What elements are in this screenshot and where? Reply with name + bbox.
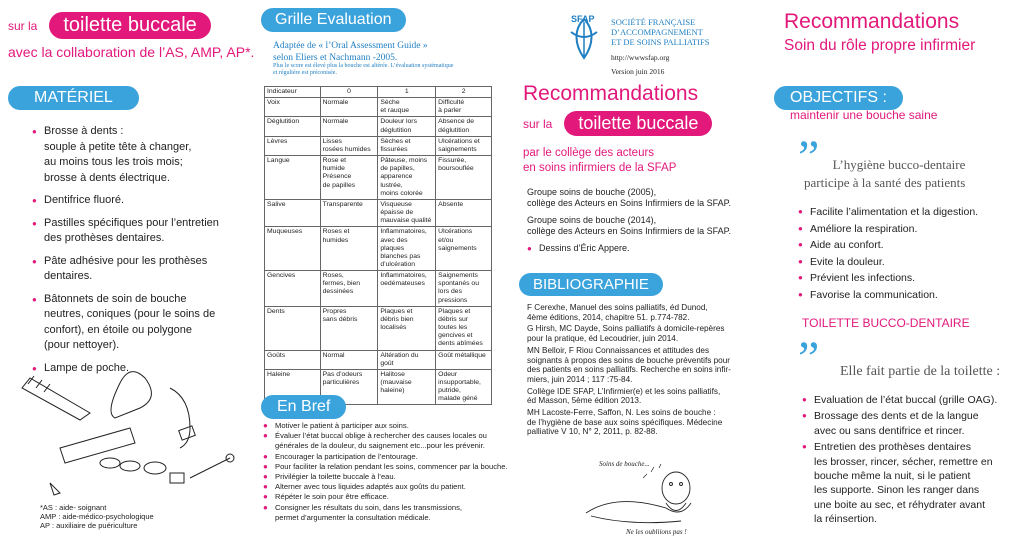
table-cell: Goûts xyxy=(265,350,321,369)
toilette-list xyxy=(802,393,1022,527)
cartoon-body xyxy=(586,502,691,513)
panel-grille xyxy=(255,0,511,543)
title-pill: toilette buccale xyxy=(49,12,210,39)
table-cell: Altération du goût xyxy=(378,350,436,369)
table-cell: Normale xyxy=(320,98,378,117)
table-cell: Plaques et débris sur toutes les gencives et dents abîmées xyxy=(436,306,492,350)
sur-la-label: sur la xyxy=(8,18,38,33)
table-cell: Saignements spontanés ou lors des pressions xyxy=(436,271,492,307)
quote-mark-2: ” xyxy=(798,332,820,385)
table-cell: Transparente xyxy=(320,199,378,226)
quote-mark-1: ” xyxy=(798,131,820,184)
table-cell: Odeur insupportable, putride, malade géné xyxy=(436,369,492,405)
groups xyxy=(527,187,731,254)
pastille-3 xyxy=(144,462,166,474)
table-cell: Absence de déglutition xyxy=(436,117,492,136)
table-cell: Langue xyxy=(265,156,321,200)
cartoon-face xyxy=(662,472,690,504)
list-item: ● Bâtonnets de soin de bouche neutres, coniques (pour le soins de confort), en étoile ou polygone (pour nettoyer). xyxy=(32,292,254,354)
table-row xyxy=(265,117,492,136)
list-item: ● Facilite l’alimentation et la digestion. xyxy=(798,204,978,221)
panel-cover xyxy=(511,0,768,543)
biblio-item: MH Lacoste-Ferre, Saffon, N. Les soins de bouche : de l’hygiène de base aux soins spécifiques. Médecine palliative V 10, N° 2, 2011, p. 82-88. xyxy=(527,408,723,437)
biblio-heading: BIBLIOGRAPHIE xyxy=(519,273,663,296)
toilette-heading: TOILETTE BUCCO-DENTAIRE xyxy=(802,316,970,330)
collab-text: avec la collaboration de l’AS, AMP, AP*. xyxy=(8,44,255,60)
group-item: Groupe soins de bouche (2014), collège des Acteurs en Soins Infirmiers de la SFAP. xyxy=(527,215,731,236)
footnote: *AS : aide- soignant AMP : aide-médico-psychologique AP : auxiliaire de puériculture xyxy=(40,503,154,530)
biblio-item: MN Belloir, F Riou Connaissances et attitudes des soignants à propos des soins de bouche préventifs pour des patients en soins palliatifs. Recherche en soins infir- miers, juin 2014 ; 117 :75-84. xyxy=(527,345,731,384)
table-header-cell: 0 xyxy=(320,87,378,98)
table-cell: Difficulté à parler xyxy=(436,98,492,117)
swab-sketch xyxy=(190,458,230,478)
org-name: SOCIÉTÉ FRANÇAISE D’ACCOMPAGNEMENT ET DE SOINS PALLIATIFS xyxy=(611,17,710,47)
table-cell: Gencives xyxy=(265,271,321,307)
list-item: ● Evite la douleur. xyxy=(798,254,978,271)
adapted-text: Adaptée de « l’Oral Assessment Guide » selon Eliers et Nachmann -2005. xyxy=(273,41,428,63)
biblio-item: Collège IDE SFAP, L’Infirmier(e) et les soins palliatifs, éd Masson, 5ème édition 2013. xyxy=(527,386,721,406)
recommandations-title: Recommandations xyxy=(523,82,699,105)
table-header-cell: Indicateur xyxy=(265,87,321,98)
table-cell: Haleine xyxy=(265,369,321,405)
table-row xyxy=(265,350,492,369)
cartoon-caption-top: Soins de bouche... xyxy=(599,460,650,468)
table-cell: Douleur lors déglutition xyxy=(378,117,436,136)
table-row xyxy=(265,98,492,117)
drawings-credit: ● Dessins d’Éric Appere. xyxy=(527,243,731,254)
objectifs-heading: OBJECTIFS : xyxy=(774,86,903,110)
objectifs-list xyxy=(798,204,978,303)
table-cell: Sèches et fissurées xyxy=(378,136,436,155)
table-cell: Lisses rosées humides xyxy=(320,136,378,155)
table-cell: Normale xyxy=(320,117,378,136)
group-item: Groupe soins de bouche (2005), collège des Acteurs en Soins Infirmiers de la SFAP. xyxy=(527,187,731,208)
tube-sketch xyxy=(60,428,135,463)
list-item: ● Améliore la respiration. xyxy=(798,221,978,238)
panel-materiel xyxy=(0,0,255,543)
list-item: ● Aide au confort. xyxy=(798,237,978,254)
list-item: ● Brossage des dents et de la langue avec ou sans dentifrice et rincer. xyxy=(802,409,1022,438)
list-item: ● Dentifrice fluoré. xyxy=(32,193,254,209)
table-cell: Plaques et débris bien localisés xyxy=(378,306,436,350)
table-header-cell: 2 xyxy=(436,87,492,98)
recommandations-title: Recommandations xyxy=(784,10,960,33)
materiel-heading: MATÉRIEL xyxy=(8,86,139,110)
college-text: par le collège des acteurs en soins infirmiers de la SFAP xyxy=(523,147,677,174)
enbref-list xyxy=(263,421,509,523)
table-cell: Voix xyxy=(265,98,321,117)
table-cell: Roses et humides xyxy=(320,227,378,271)
table-cell: Inflammatoires, oedémateuses xyxy=(378,271,436,307)
org-url: http://wwwsfap.org xyxy=(611,53,670,62)
cartoon-caption-bottom: Ne les oubliions pas ! xyxy=(626,528,687,536)
table-cell: Propres sans débris xyxy=(320,306,378,350)
lamp-sketch xyxy=(50,483,60,495)
cartoon xyxy=(571,458,721,540)
list-item: ● Evaluation de l’état buccal (grille OAG). xyxy=(802,393,1022,407)
list-item: ● Motiver le patient à participer aux soins. xyxy=(263,421,509,431)
list-item: ● Répéter le soin pour être efficace. xyxy=(263,492,509,502)
table-cell: Ulcérations et/ou saignements xyxy=(436,227,492,271)
quote-2: Elle fait partie de la toilette : xyxy=(840,364,1001,379)
list-item: ● Consigner les résultats du soin, dans les transmissions, permet d’argumenter la consultation médicale. xyxy=(263,503,509,523)
materiel-list xyxy=(32,124,254,376)
list-item: ● Entretien des prothèses dentaires les brosser, rincer, sécher, remettre en bouche même la nuit, si le patient les supporte. Sinon les ranger dans une boite au sec, et réhydrater avant la réinsertion. xyxy=(802,440,1022,526)
table-cell: Visqueuse épaisse de mauvaise qualité xyxy=(378,199,436,226)
table-cell: Normal xyxy=(320,350,378,369)
table-header-row xyxy=(265,87,492,98)
role-subtitle: Soin du rôle propre infirmier xyxy=(784,37,976,54)
table-cell: Roses, fermes, bien dessinées xyxy=(320,271,378,307)
list-item: ● Encourager la participation de l’entourage. xyxy=(263,452,509,462)
table-row xyxy=(265,136,492,155)
table-row xyxy=(265,199,492,226)
panel-objectifs xyxy=(768,0,1024,543)
biblio-item: F Cerexhe, Manuel des soins palliatifs, éd Dunod, 4ème éditions, 2014, chapitre 51. p.774-782. xyxy=(527,303,708,322)
table-cell: Rose et humide Présence de papilles xyxy=(320,156,378,200)
table-header-cell: 1 xyxy=(378,87,436,98)
table-cell: Muqueuses xyxy=(265,227,321,271)
table-cell: Ulcérations et saignements xyxy=(436,136,492,155)
logo-text: SFAP xyxy=(571,14,595,24)
evaluation-table xyxy=(264,86,492,405)
table-cell: Dents xyxy=(265,306,321,350)
grille-heading: Grille Evaluation xyxy=(261,8,406,32)
table-cell: Pas d’odeurs particulières xyxy=(320,369,378,405)
sfap-logo xyxy=(559,14,609,62)
list-item: ● Prévient les infections. xyxy=(798,270,978,287)
biblio-item: G Hirsh, MC Dayde, Soins palliatifs à domicile-repères pour la pratique, éd Lecoudrier, juin 2014. xyxy=(527,324,725,344)
toothbrush-sketch xyxy=(22,378,90,420)
table-cell: Sèche et rauque xyxy=(378,98,436,117)
sur-la-label: sur la xyxy=(523,116,553,131)
list-item: ● Pâte adhésive pour les prothèses dentaires. xyxy=(32,254,254,285)
list-item: ● Privilégier la toilette buccale à l’eau. xyxy=(263,472,509,482)
list-item: ● Favorise la communication. xyxy=(798,287,978,304)
table-cell: Salive xyxy=(265,199,321,226)
biblio-list xyxy=(527,303,767,437)
table-cell: Lèvres xyxy=(265,136,321,155)
list-item: ● Pour faciliter la relation pendant les soins, commencer par la bouche. xyxy=(263,462,509,472)
list-item: ● Pastilles spécifiques pour l’entretien des prothèses dentaires. xyxy=(32,216,254,247)
table-cell: Fissurée, boursouflée xyxy=(436,156,492,200)
list-item: ● Alterner avec tous liquides adaptés aux goûts du patient. xyxy=(263,482,509,492)
list-item: ● Lampe de poche. xyxy=(32,361,254,377)
version-text: Version juin 2016 xyxy=(611,67,665,76)
material-sketch xyxy=(20,358,240,498)
pastille-1 xyxy=(100,458,120,468)
box-sketch xyxy=(170,473,184,483)
cap-sketch xyxy=(179,426,196,440)
title-pill: toilette buccale xyxy=(564,111,712,136)
score-note: Plus le score est élevé plus la bouche est altérée. L’évaluation systématique et régulière est préconisée. xyxy=(273,63,454,76)
table-cell: Inflammatoires, avec des plaques blanches pas d’ulcération xyxy=(378,227,436,271)
table-row xyxy=(265,156,492,200)
table-row xyxy=(265,271,492,307)
table-cell: Halitose (mauvaise haleine) xyxy=(378,369,436,405)
enbref-heading: En Bref xyxy=(261,395,346,419)
list-item: ● Brosse à dents : souple à petite tête à changer, au moins tous les trois mois; brosse à dents électrique. xyxy=(32,124,254,186)
stick-sketch xyxy=(170,388,190,448)
table-cell: Goût métallique xyxy=(436,350,492,369)
quote-1: L’hygiène bucco-dentaire participe à la santé des patients xyxy=(804,157,966,190)
objectifs-subtitle: maintenir une bouche saine xyxy=(790,108,938,122)
list-item: ● Évaluer l’état buccal oblige à rechercher des causes locales ou générales de la douleur, du saignement etc...pour les prévenir. xyxy=(263,431,509,451)
handle-sketch xyxy=(111,372,151,418)
table-row xyxy=(265,306,492,350)
pastille-2 xyxy=(120,461,140,471)
table-cell: Absente xyxy=(436,199,492,226)
table-cell: Pâteuse, moins de papilles, apparence lustrée, moins colorée xyxy=(378,156,436,200)
table-cell: Déglutition xyxy=(265,117,321,136)
table-row xyxy=(265,227,492,271)
